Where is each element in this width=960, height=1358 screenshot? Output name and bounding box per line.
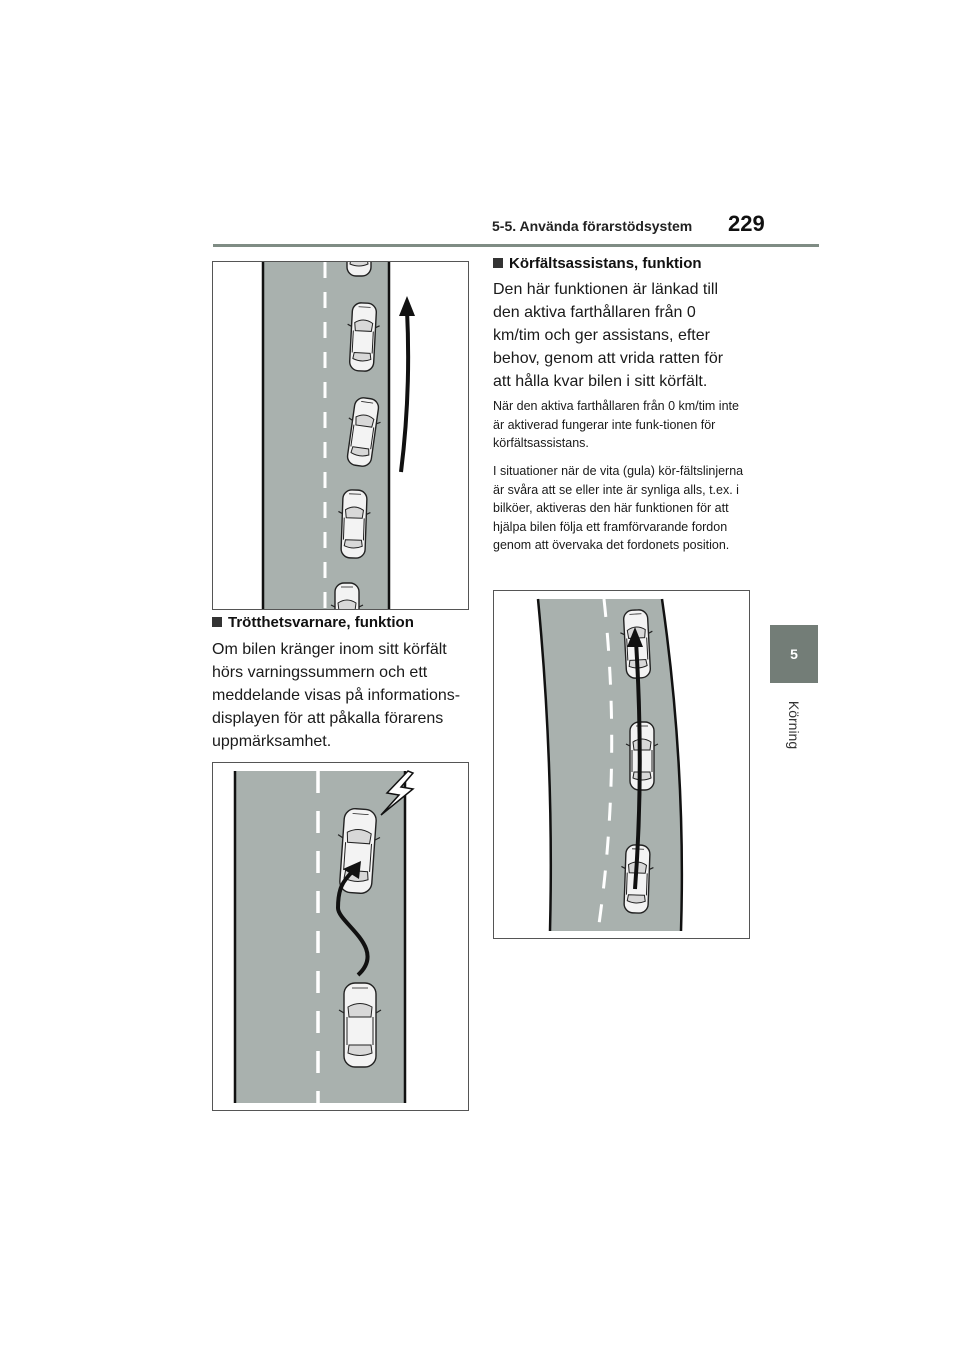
sway-warning-illustration xyxy=(213,763,468,1110)
lane-keeping-illustration xyxy=(213,262,468,609)
sway-warning-figure xyxy=(212,762,469,1111)
vehicle-follow-illustration xyxy=(494,591,749,938)
correction-arrow xyxy=(401,310,408,472)
drowsiness-body: Om bilen kränger inom sitt körfält hörs varningssummern och ett meddelande visas på informations-displayen för att påkalla förarens uppmärksamhet. xyxy=(212,641,461,750)
chapter-number: 5 xyxy=(790,646,798,662)
lane-assist-body: Den här funktionen är länkad till den aktiva farthållaren från 0 km/tim och ger assistans, efter behov, genom att vrida ratten för att hålla kvar bilen i sitt körfält. xyxy=(493,281,724,390)
chapter-tab xyxy=(770,625,818,683)
arrow-head-icon xyxy=(399,296,415,316)
page-number: 229 xyxy=(728,211,765,236)
lane-keeping-figure xyxy=(212,261,469,610)
header-rule xyxy=(213,244,819,247)
vehicle-follow-figure xyxy=(493,590,750,939)
car-icon xyxy=(626,722,658,790)
section-title: 5-5. Använda förarstödsystem xyxy=(492,218,693,234)
lane-assist-note-2: I situationer när de vita (gula) kör-fältslinjerna är svåra att se eller inte är synliga alls, t.ex. i bilköer, aktiveras den här funktionen för att hjälpa bilen följa ett framförvarande fordon genom att övervaka det fordonets position. xyxy=(493,464,744,552)
square-bullet-icon xyxy=(493,258,503,268)
lane-assist-heading: Körfältsassistans, funktion xyxy=(493,255,702,272)
car-icon xyxy=(331,583,363,609)
square-bullet-icon xyxy=(212,617,222,627)
car-icon xyxy=(339,983,381,1067)
road-surface xyxy=(235,771,405,1103)
chapter-label-wrap xyxy=(770,690,818,760)
chapter-label: Körning xyxy=(786,700,803,750)
drowsiness-heading: Trötthetsvarnare, funktion xyxy=(212,614,414,631)
lane-assist-note-1: När den aktiva farthållaren från 0 km/tim inte är aktiverad fungerar inte funk-tionen för körfältsassistans. xyxy=(493,399,739,450)
